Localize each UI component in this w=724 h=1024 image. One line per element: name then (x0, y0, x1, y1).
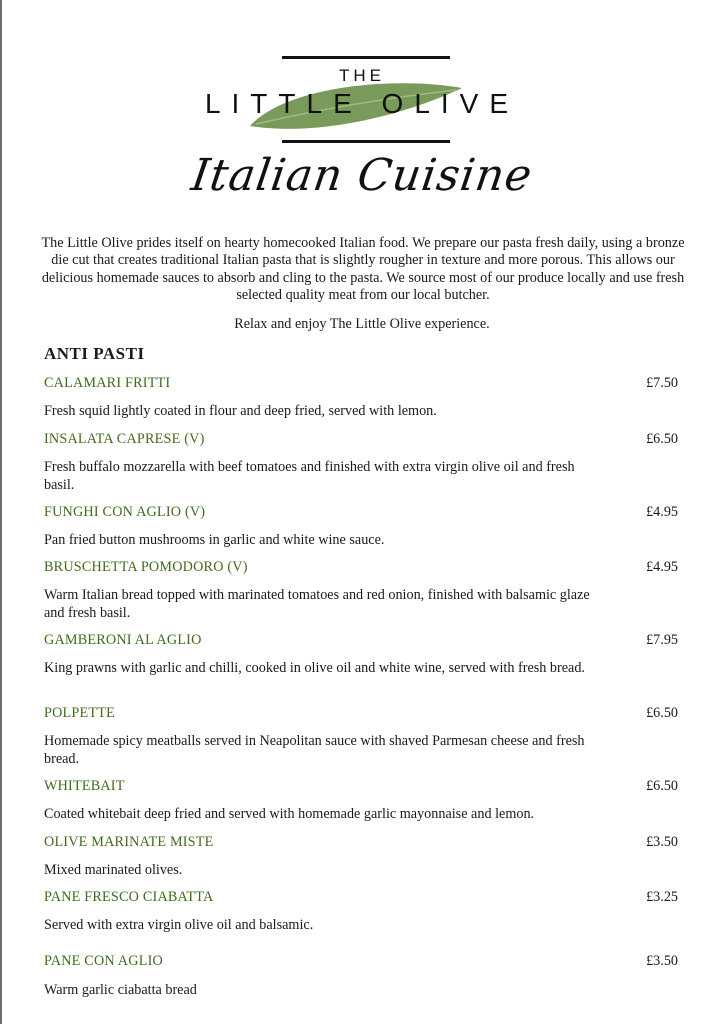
item-name: WHITEBAIT (44, 778, 125, 794)
item-name: CALAMARI FRITTI (44, 375, 171, 391)
item-description: Warm garlic ciabatta bread (44, 982, 197, 998)
item-name: BRUSCHETTA POMODORO (V) (44, 559, 248, 575)
intro-paragraph: The Little Olive prides itself on hearty homecooked Italian food. We prepare our pasta fresh daily, using a bronze die cut that creates traditional Italian pasta that is slightly rougher in texture and more porous. This allows our delicious homemade sauces to absorb and cling to the pasta. We source most of our produce locally and use fresh selected quality meat from our local butcher. (41, 235, 685, 303)
item-description: Mixed marinated olives. (44, 862, 183, 878)
item-price: £3.50 (646, 953, 678, 969)
item-price: £6.50 (646, 778, 678, 794)
item-description: Pan fried button mushrooms in garlic and white wine sauce. (44, 532, 385, 548)
intro-closing: Relax and enjoy The Little Olive experience. (234, 316, 490, 332)
item-description: Warm Italian bread topped with marinated tomatoes and red onion, finished with balsamic glaze and fresh basil. (44, 587, 590, 621)
item-description: Fresh buffalo mozzarella with beef tomatoes and finished with extra virgin olive oil and fresh basil. (44, 459, 575, 493)
item-price: £7.50 (646, 375, 678, 391)
item-name: PANE CON AGLIO (44, 953, 163, 969)
logo-name: LITTLE OLIVE (204, 88, 520, 119)
item-description: King prawns with garlic and chilli, cooked in olive oil and white wine, served with fresh bread. (44, 660, 585, 676)
item-price: £4.95 (646, 504, 678, 520)
item-price: £7.95 (646, 632, 678, 648)
item-price: £3.25 (646, 889, 678, 905)
item-description: Served with extra virgin olive oil and balsamic. (44, 917, 314, 933)
item-price: £3.50 (646, 834, 678, 850)
item-name: INSALATA CAPRESE (V) (44, 431, 205, 447)
page-edge (0, 0, 2, 1024)
item-description: Fresh squid lightly coated in flour and deep fried, served with lemon. (44, 403, 437, 419)
intro-text (38, 235, 688, 304)
logo-bottom-rule (282, 140, 450, 143)
item-name: GAMBERONI AL AGLIO (44, 632, 202, 648)
section-title: ANTI PASTI (44, 344, 145, 363)
tagline: Italian Cuisine (188, 150, 536, 201)
item-name: PANE FRESCO CIABATTA (44, 889, 214, 905)
logo-top-rule (282, 56, 450, 59)
item-price: £6.50 (646, 431, 678, 447)
item-price: £4.95 (646, 559, 678, 575)
item-name: POLPETTE (44, 705, 115, 721)
item-name: OLIVE MARINATE MISTE (44, 834, 214, 850)
item-description: Coated whitebait deep fried and served with homemade garlic mayonnaise and lemon. (44, 806, 535, 822)
item-description: Homemade spicy meatballs served in Neapolitan sauce with shaved Parmesan cheese and fresh bread. (44, 733, 585, 767)
logo-the: THE (339, 66, 385, 85)
item-price: £6.50 (646, 705, 678, 721)
item-name: FUNGHI CON AGLIO (V) (44, 504, 206, 520)
